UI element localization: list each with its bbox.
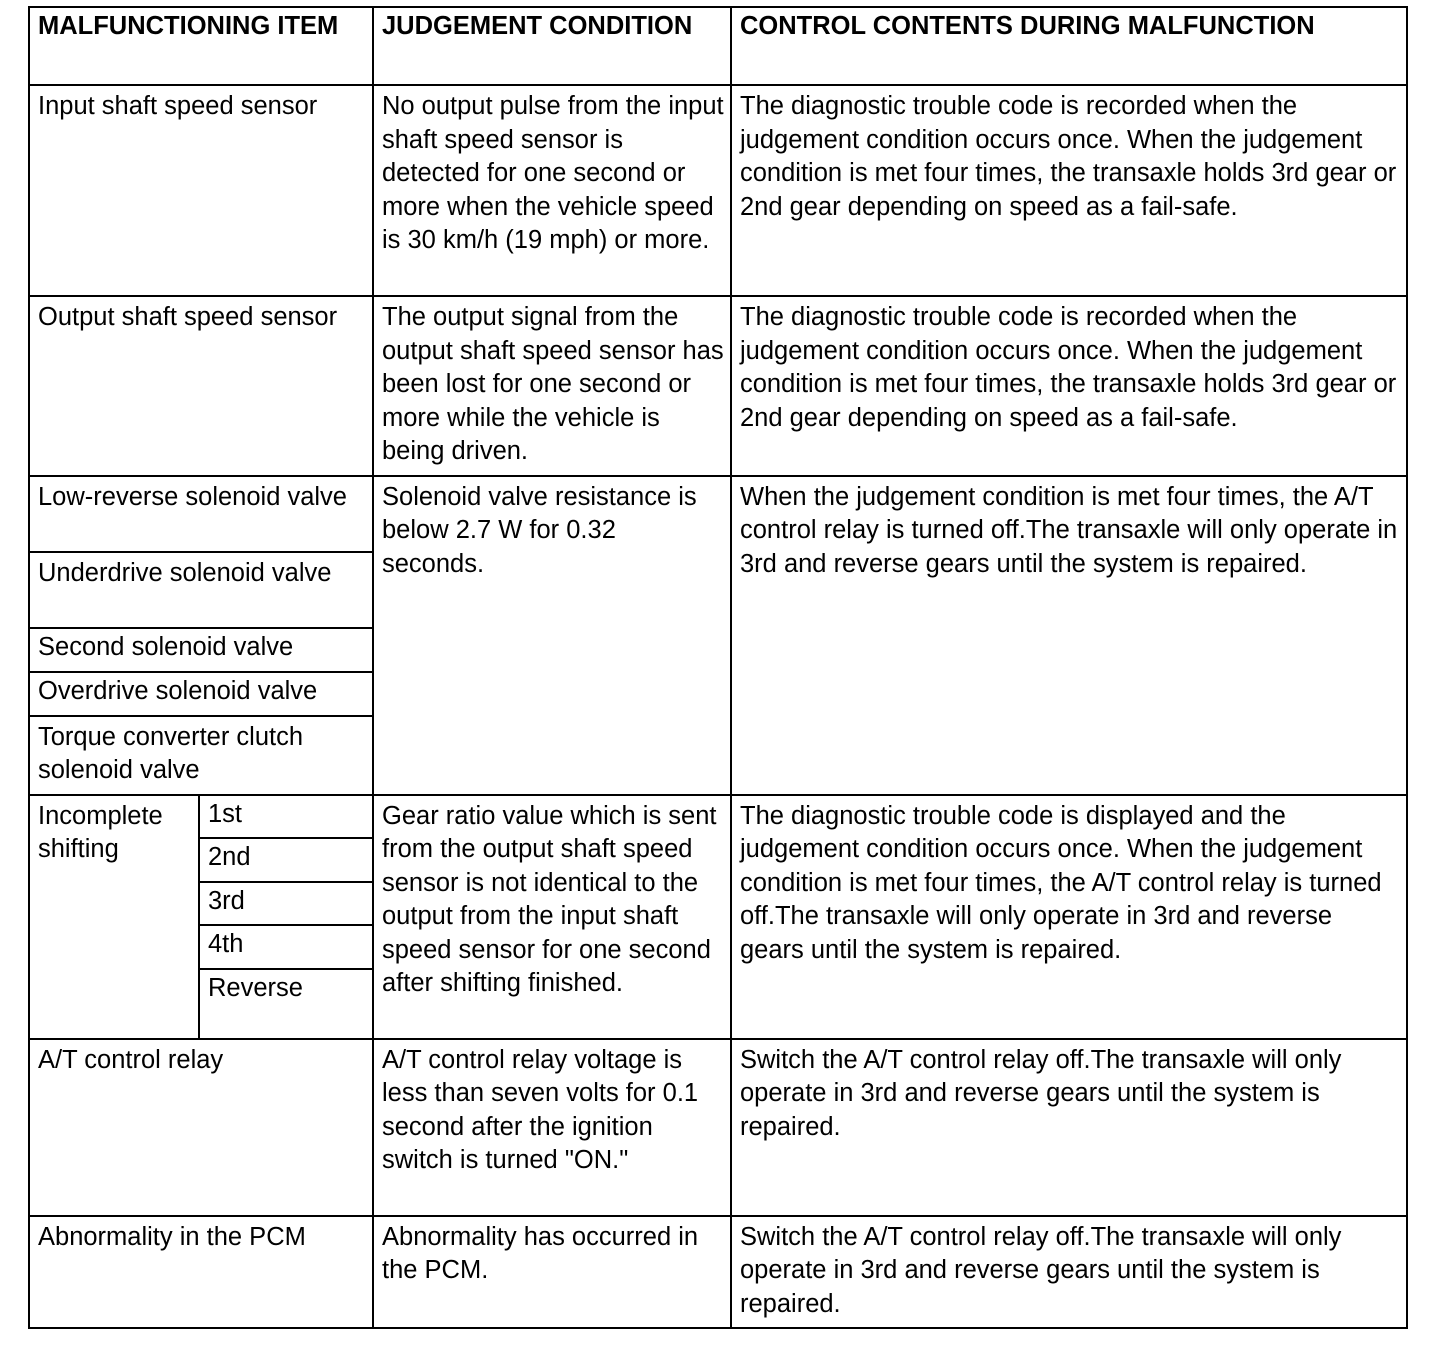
control-contents: The diagnostic trouble code is displayed and the judgement condition occurs once. When the judgement condition is met four times, the A/T control relay is turned off.The transaxle will only operate in 3rd and reverse gears until the system is repaired. (731, 795, 1407, 1039)
header-judgement-condition: JUDGEMENT CONDITION (373, 7, 731, 85)
judgement-condition: The output signal from the output shaft speed sensor has been lost for one second or more while the vehicle is being driven. (373, 296, 731, 476)
table-row (29, 476, 1407, 552)
judgement-condition: A/T control relay voltage is less than seven volts for 0.1 second after the ignition switch is turned "ON." (373, 1039, 731, 1216)
judgement-condition: Gear ratio value which is sent from the output shaft speed sensor is not identical to the output from the input shaft speed sensor for one second after shifting finished. (373, 795, 731, 1039)
table-row (29, 1216, 1407, 1329)
malfunction-table (28, 6, 1408, 1329)
malfunction-item: Low-reverse solenoid valve (29, 476, 373, 552)
malfunction-item: Underdrive solenoid valve (29, 552, 373, 628)
control-contents: Switch the A/T control relay off.The transaxle will only operate in 3rd and reverse gears until the system is repaired. (731, 1216, 1407, 1329)
judgement-condition: Abnormality has occurred in the PCM. (373, 1216, 731, 1329)
malfunction-item: Incomplete shifting (29, 795, 199, 1039)
malfunction-item: Overdrive solenoid valve (29, 672, 373, 716)
malfunction-item: Input shaft speed sensor (29, 85, 373, 296)
malfunction-item: Second solenoid valve (29, 628, 373, 672)
judgement-condition: Solenoid valve resistance is below 2.7 W for 0.32 seconds. (373, 476, 731, 795)
table-row (29, 795, 1407, 839)
table-row (29, 296, 1407, 476)
judgement-condition: No output pulse from the input shaft speed sensor is detected for one second or more when the vehicle speed is 30 km/h (19 mph) or more. (373, 85, 731, 296)
malfunction-item: A/T control relay (29, 1039, 373, 1216)
control-contents: The diagnostic trouble code is recorded when the judgement condition occurs once. When the judgement condition is met four times, the transaxle holds 3rd gear or 2nd gear depending on speed as a fail-safe. (731, 296, 1407, 476)
malfunction-item: Torque converter clutch solenoid valve (29, 716, 373, 795)
header-malfunctioning-item: MALFUNCTIONING ITEM (29, 7, 373, 85)
control-contents: Switch the A/T control relay off.The transaxle will only operate in 3rd and reverse gears until the system is repaired. (731, 1039, 1407, 1216)
gear-cell: Reverse (199, 969, 373, 1039)
table-row (29, 85, 1407, 296)
gear-cell: 4th (199, 925, 373, 969)
malfunction-item: Output shaft speed sensor (29, 296, 373, 476)
malfunction-item: Abnormality in the PCM (29, 1216, 373, 1329)
table-row (29, 1039, 1407, 1216)
control-contents: When the judgement condition is met four times, the A/T control relay is turned off.The transaxle will only operate in 3rd and reverse gears until the system is repaired. (731, 476, 1407, 795)
gear-cell: 3rd (199, 882, 373, 926)
control-contents: The diagnostic trouble code is recorded when the judgement condition occurs once. When the judgement condition is met four times, the transaxle holds 3rd gear or 2nd gear depending on speed as a fail-safe. (731, 85, 1407, 296)
header-control-contents: CONTROL CONTENTS DURING MALFUNCTION (731, 7, 1407, 85)
table-header-row (29, 7, 1407, 85)
gear-cell: 2nd (199, 838, 373, 882)
gear-cell: 1st (199, 795, 373, 839)
